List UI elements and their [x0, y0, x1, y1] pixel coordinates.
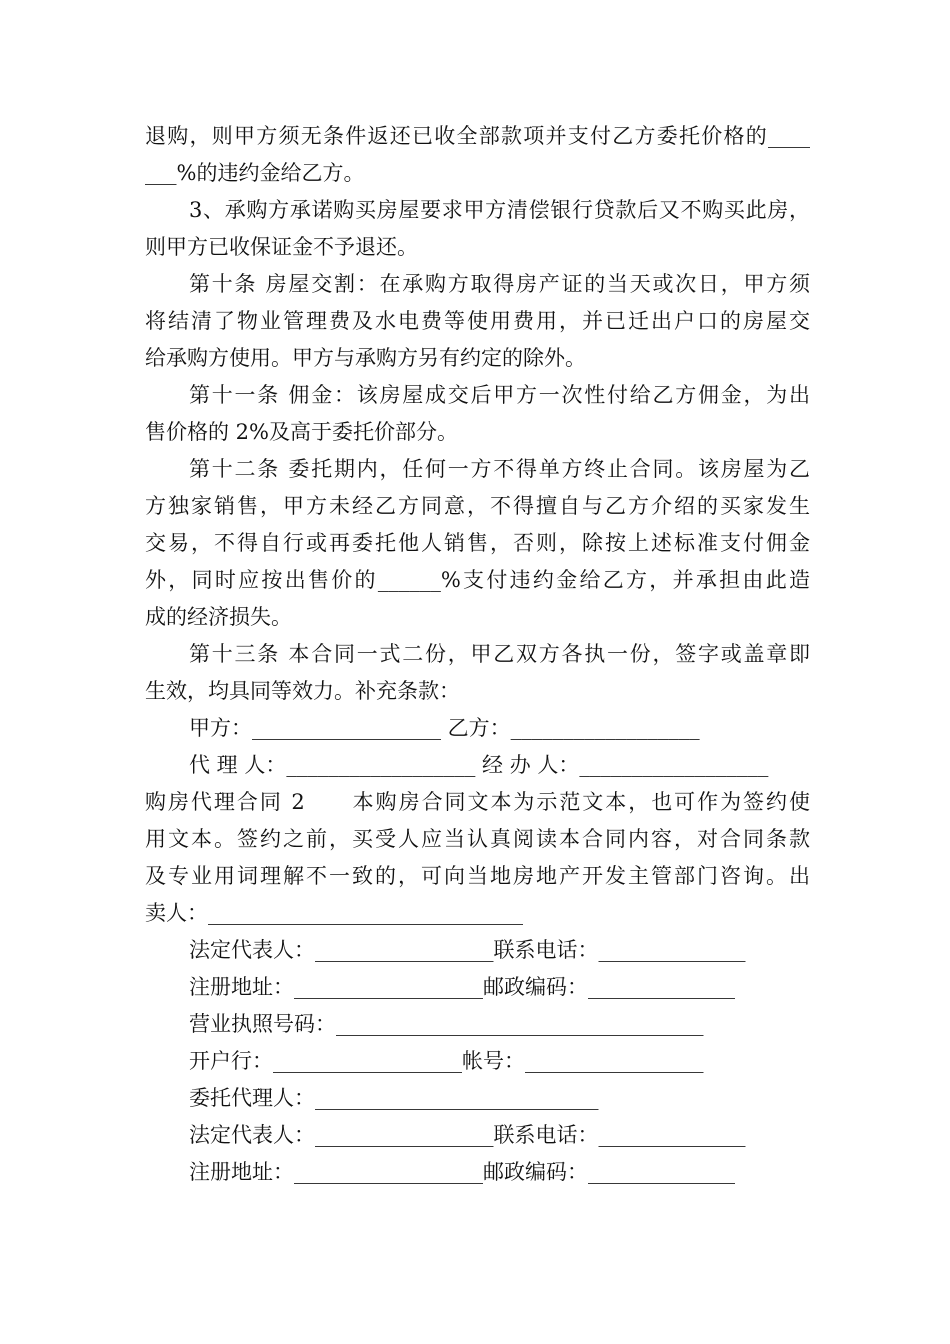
text-line: 外，同时应按出售价的______%支付违约金给乙方，并承担由此造 — [145, 568, 810, 592]
form-field-line: 委托代理人：___________________________ — [189, 1086, 599, 1110]
text-line: ___%的违约金给乙方。 — [145, 161, 365, 185]
form-field-line: 卖人：______________________________ — [145, 901, 523, 925]
text-line: 给承购方使用。甲方与承购方另有约定的除外。 — [145, 346, 586, 370]
form-field-line: 法定代表人：_________________联系电话：______________ — [189, 1123, 746, 1147]
form-field-line: 法定代表人：_________________联系电话：______________ — [189, 938, 746, 962]
document-page — [145, 118, 810, 1191]
text-line: 售价格的 2%及高于委托价部分。 — [145, 420, 458, 444]
text-line: 第十条 房屋交割：在承购方取得房产证的当天或次日，甲方须 — [189, 272, 810, 296]
form-field-line: 开户行：__________________帐号：_________________ — [189, 1049, 704, 1073]
text-line: 生效，均具同等效力。补充条款： — [145, 679, 460, 703]
text-line: 第十二条 委托期内，任何一方不得单方终止合同。该房屋为乙 — [189, 457, 810, 481]
form-field-line: 营业执照号码：___________________________________ — [189, 1012, 704, 1036]
text-line: 第十一条 佣金：该房屋成交后甲方一次性付给乙方佣金，为出 — [189, 383, 810, 407]
text-line: 及专业用词理解不一致的，可向当地房地产开发主管部门咨询。出 — [145, 864, 810, 888]
text-line: 第十三条 本合同一式二份，甲乙双方各执一份，签字或盖章即 — [189, 642, 810, 666]
text-line: 交易，不得自行或再委托他人销售，否则，除按上述标准支付佣金 — [145, 531, 810, 555]
text-line: 将结清了物业管理费及水电费等使用费用，并已迁出户口的房屋交 — [145, 309, 810, 333]
text-line: 用文本。签约之前，买受人应当认真阅读本合同内容，对合同条款 — [145, 827, 810, 851]
signature-line: 甲方：__________________ 乙方：__________________ — [189, 716, 700, 740]
signature-line: 代 理 人：__________________ 经 办 人：__________________ — [189, 753, 769, 777]
text-line: 方独家销售，甲方未经乙方同意，不得擅自与乙方介绍的买家发生 — [145, 494, 810, 518]
text-line: 3、承购方承诺购买房屋要求甲方清偿银行贷款后又不购买此房， — [189, 198, 810, 222]
form-field-line: 注册地址：__________________邮政编码：______________ — [189, 975, 735, 999]
form-field-line: 注册地址：__________________邮政编码：______________ — [189, 1160, 735, 1184]
text-line: 退购，则甲方须无条件返还已收全部款项并支付乙方委托价格的____ — [145, 124, 810, 148]
text-line: 则甲方已收保证金不予退还。 — [145, 235, 418, 259]
text-line: 购房代理合同 2 本购房合同文本为示范文本，也可作为签约使 — [145, 790, 810, 814]
text-line: 成的经济损失。 — [145, 605, 292, 629]
